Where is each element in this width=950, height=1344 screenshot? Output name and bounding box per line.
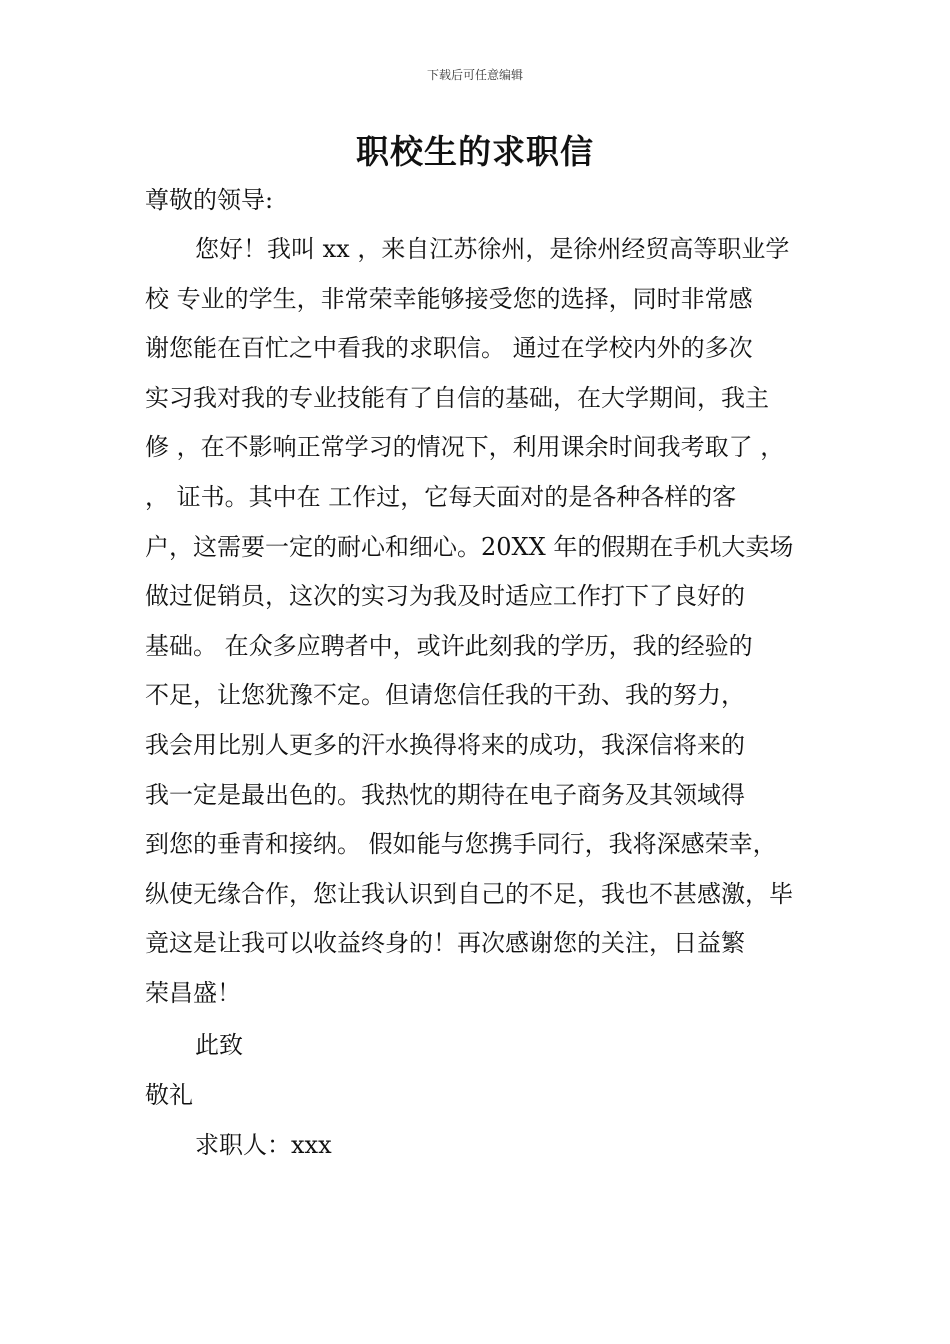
body-line: 您好！我叫 xx ，来自江苏徐州，是徐州经贸高等职业学 (195, 235, 790, 263)
signature: 求职人：xxx (195, 1131, 332, 1159)
body-line: ， 证书。其中在 工作过，它每天面对的是各种各样的客 (145, 482, 737, 511)
body-line: 修 ，在不影响正常学习的情况下，利用课余时间我考取了 ， (145, 433, 785, 462)
body-line: 竟这是让我可以收益终身的！再次感谢您的关注，日益繁 (145, 929, 745, 958)
body-line: 我会用比别人更多的汗水换得将来的成功，我深信将来的 (145, 730, 745, 759)
closing-line-2: 敬礼 (145, 1081, 193, 1109)
body-line: 到您的垂青和接纳。 假如能与您携手同行，我将深感荣幸， (145, 830, 777, 859)
closing-line-1: 此致 (195, 1031, 243, 1059)
body-line: 纵使无缘合作，您让我认识到自己的不足，我也不甚感激，毕 (145, 879, 793, 908)
body-line: 做过促销员，这次的实习为我及时适应工作打下了良好的 (145, 582, 745, 611)
letter-body (145, 225, 813, 1019)
document-title: 职校生的求职信 (356, 132, 594, 171)
body-line: 不足，让您犹豫不定。但请您信任我的干劲、我的努力， (145, 681, 745, 710)
body-line: 实习我对我的专业技能有了自信的基础，在大学期间，我主 (145, 383, 769, 412)
body-line: 基础。 在众多应聘者中，或许此刻我的学历，我的经验的 (145, 631, 753, 660)
body-line: 校 专业的学生，非常荣幸能够接受您的选择，同时非常感 (145, 284, 753, 313)
body-line: 我一定是最出色的。我热忱的期待在电子商务及其领域得 (145, 780, 745, 809)
body-line: 谢您能在百忙之中看我的求职信。 通过在学校内外的多次 (145, 334, 753, 363)
salutation: 尊敬的领导: (145, 186, 274, 214)
body-line: 荣昌盛！ (145, 978, 241, 1007)
header-note: 下载后可任意编辑 (426, 68, 523, 82)
body-line: 户，这需要一定的耐心和细心。20XX 年的假期在手机大卖场 (145, 532, 794, 561)
